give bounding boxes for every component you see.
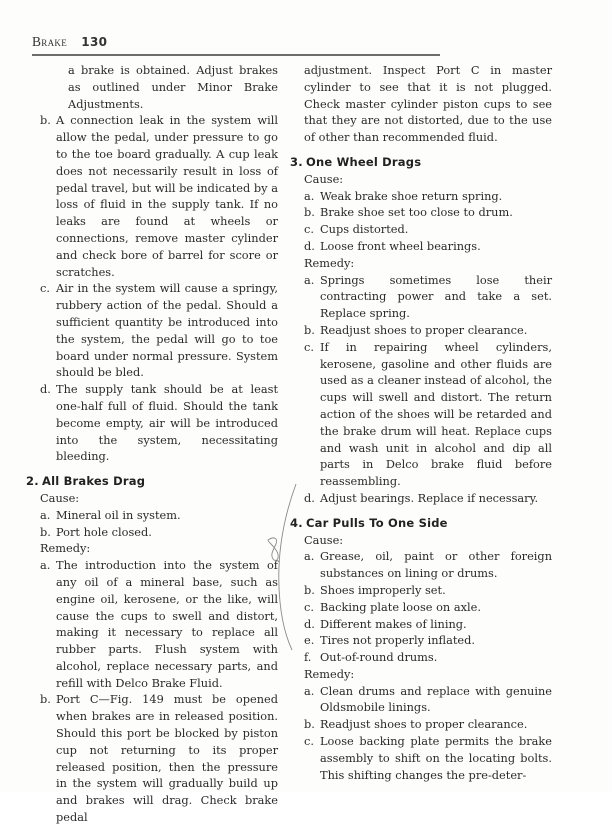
list-item: c. Backing plate loose on axle. bbox=[304, 599, 481, 614]
remedy-label: Remedy: bbox=[304, 666, 355, 681]
list-item: b. Port C—Fig. 149 must be opened when brakes are in released position. Should this port be blocked by piston cup not returning to its proper released position, then the pressure in the system will gradually build up and brakes will drag. Check brake pedal bbox=[40, 692, 278, 825]
list-item: a. The introduction into the system of any oil of a mineral base, such as engine oil, kerosene, or the like, will cause the cups to swell and distort, making it necessary to replace all rubber parts. Flush system with alcohol, replace necessary parts, and refill with Delco Brake Fluid. bbox=[40, 558, 278, 690]
list-item: b. Readjust shoes to proper clearance. bbox=[304, 322, 528, 337]
page-number: 130 bbox=[81, 35, 108, 49]
cause-label: Cause: bbox=[304, 171, 344, 186]
list-item: a. Mineral oil in system. bbox=[40, 507, 181, 522]
list-item: a. Grease, oil, paint or other foreign substances on lining or drums. bbox=[304, 549, 552, 581]
section-heading: 2. All Brakes Drag bbox=[26, 474, 146, 489]
list-item: e. Tires not properly inflated. bbox=[304, 633, 476, 648]
list-item: c. Air in the system will cause a springy, rubbery action of the pedal. Should a sufficient quantity be introduced into the system, the pedal will go to toe board under normal pressure. System should be bled. bbox=[40, 281, 278, 380]
left-column bbox=[26, 62, 278, 826]
section-heading: 4. Car Pulls To One Side bbox=[290, 515, 448, 530]
list-item: f. Out-of-round drums. bbox=[304, 650, 438, 665]
remedy-label: Remedy: bbox=[40, 541, 91, 556]
list-item: c. Cups distorted. bbox=[304, 222, 409, 237]
cause-label: Cause: bbox=[304, 532, 344, 547]
list-item: d. The supply tank should be at least one-half full of fluid. Should the tank become empty, air will be introduced into the system, necessitating bleeding. bbox=[40, 382, 278, 464]
list-item: a. Springs sometimes lose their contracting power and take a set. Replace spring. bbox=[304, 272, 552, 321]
remedy-label: Remedy: bbox=[304, 255, 355, 270]
running-header bbox=[32, 34, 107, 50]
running-title: Brake bbox=[32, 34, 68, 49]
list-item: b. Shoes improperly set. bbox=[304, 582, 446, 597]
continuation-paragraph: adjustment. Inspect Port C in master cylinder to see that it is not plugged. Check master cylinder piston cups to see that they are not distorted, due to the use of other than recommended fluid. bbox=[304, 63, 552, 145]
list-item: b. Readjust shoes to proper clearance. bbox=[304, 717, 528, 732]
list-item: d. Loose front wheel bearings. bbox=[304, 238, 481, 253]
header-rule bbox=[32, 54, 440, 56]
list-item: a. Clean drums and replace with genuine Oldsmobile linings. bbox=[304, 683, 552, 715]
list-item: b. Port hole closed. bbox=[40, 524, 152, 539]
handwritten-bracket-icon bbox=[262, 482, 302, 652]
list-item: c. Loose backing plate permits the brake assembly to shift on the locating bolts. This shifting changes the pre-deter- bbox=[304, 734, 552, 782]
list-item: b. Brake shoe set too close to drum. bbox=[304, 205, 513, 220]
continuation-paragraph: a brake is obtained. Adjust brakes as outlined under Minor Brake Adjustments. bbox=[68, 63, 278, 111]
list-item: c. If in repairing wheel cylinders, kerosene, gasoline and other fluids are used as a cleaner instead of alcohol, the cups will swell and distort. The return action of the shoes will be retarded and the brake drum will heat. Replace cups and wash unit in alcohol and dip all parts in Delco brake fluid before reassembling. bbox=[304, 339, 552, 489]
cause-label: Cause: bbox=[40, 490, 80, 505]
list-item: d. Adjust bearings. Replace if necessary. bbox=[304, 490, 539, 505]
list-item: a. Weak brake shoe return spring. bbox=[304, 188, 503, 203]
list-item: b. A connection leak in the system will allow the pedal, under pressure to go to the toe board gradually. A cup leak does not necessarily result in loss of pedal travel, but will be indicated by a loss of fluid in the supply tank. If no leaks are found at wheels or connections, remove master cylinder and check bore of barrel for score or scratches. bbox=[40, 113, 278, 279]
list-item: d. Different makes of lining. bbox=[304, 616, 467, 631]
right-column bbox=[290, 62, 552, 783]
section-heading: 3. One Wheel Drags bbox=[290, 154, 422, 169]
